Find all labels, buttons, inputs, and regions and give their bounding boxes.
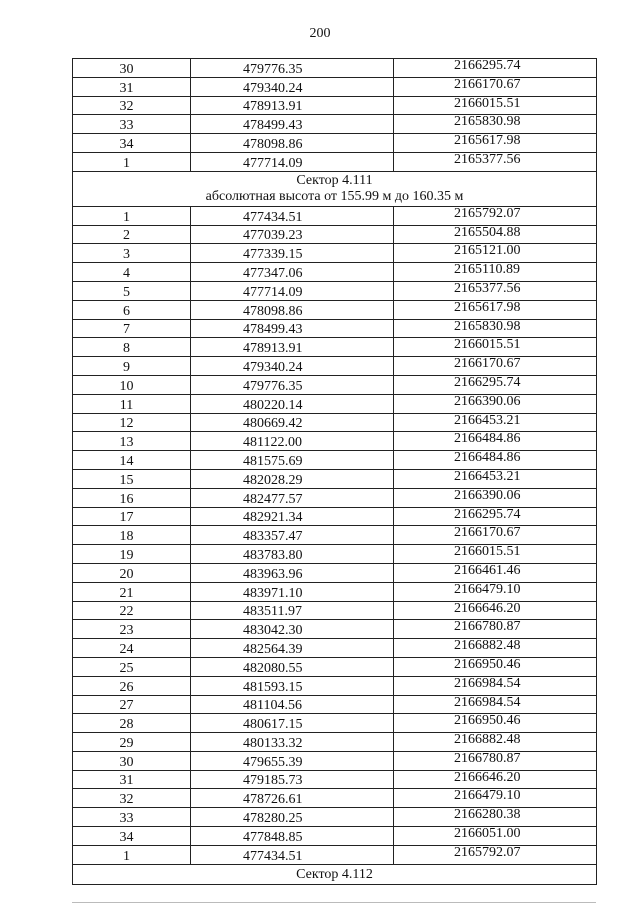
y-coordinate-cell: 2166453.21 bbox=[394, 413, 597, 432]
y-coordinate-cell: 2166646.20 bbox=[394, 601, 597, 620]
y-coordinate-cell: 2165830.98 bbox=[394, 115, 597, 134]
y-coordinate-cell: 2166170.67 bbox=[394, 526, 597, 545]
point-number-cell: 5 bbox=[73, 281, 191, 300]
sector-title: Сектор 4.111 bbox=[296, 172, 373, 188]
point-number-cell: 10 bbox=[73, 375, 191, 394]
y-coordinate-cell: 2166882.48 bbox=[394, 639, 597, 658]
y-coordinate-cell: 2165110.89 bbox=[394, 263, 597, 282]
table-row bbox=[73, 375, 597, 394]
x-coordinate-cell: 483783.80 bbox=[191, 545, 394, 564]
x-coordinate-cell: 480133.32 bbox=[191, 733, 394, 752]
table-row bbox=[73, 714, 597, 733]
page-number: 200 bbox=[309, 26, 331, 41]
table-row bbox=[73, 225, 597, 244]
y-coordinate-cell: 2166280.38 bbox=[394, 808, 597, 827]
x-coordinate-cell: 478098.86 bbox=[191, 300, 394, 319]
table-row bbox=[73, 244, 597, 263]
y-coordinate-cell: 2166479.10 bbox=[394, 789, 597, 808]
x-coordinate-cell: 481104.56 bbox=[191, 695, 394, 714]
point-number-cell: 12 bbox=[73, 413, 191, 432]
x-coordinate-cell: 483357.47 bbox=[191, 526, 394, 545]
y-coordinate-cell: 2165121.00 bbox=[394, 244, 597, 263]
y-coordinate-cell: 2165792.07 bbox=[394, 845, 597, 864]
y-coordinate-cell: 2166453.21 bbox=[394, 469, 597, 488]
y-coordinate-cell: 2166984.54 bbox=[394, 676, 597, 695]
table-row bbox=[73, 751, 597, 770]
x-coordinate-cell: 479340.24 bbox=[191, 357, 394, 376]
x-coordinate-cell: 477714.09 bbox=[191, 281, 394, 300]
y-coordinate-cell: 2165377.56 bbox=[394, 152, 597, 171]
table-row bbox=[73, 789, 597, 808]
y-coordinate-cell: 2165377.56 bbox=[394, 281, 597, 300]
point-number-cell: 7 bbox=[73, 319, 191, 338]
point-number-cell: 1 bbox=[73, 845, 191, 864]
table-row bbox=[73, 845, 597, 864]
point-number-cell: 13 bbox=[73, 432, 191, 451]
point-number-cell: 11 bbox=[73, 394, 191, 413]
table-row bbox=[73, 59, 597, 78]
y-coordinate-cell: 2166984.54 bbox=[394, 695, 597, 714]
table-row bbox=[73, 601, 597, 620]
x-coordinate-cell: 478913.91 bbox=[191, 338, 394, 357]
table-row bbox=[73, 206, 597, 225]
table-row bbox=[73, 469, 597, 488]
x-coordinate-cell: 477848.85 bbox=[191, 827, 394, 846]
y-coordinate-cell: 2166950.46 bbox=[394, 714, 597, 733]
table-row bbox=[73, 545, 597, 564]
point-number-cell: 21 bbox=[73, 582, 191, 601]
point-number-cell: 28 bbox=[73, 714, 191, 733]
point-number-cell: 19 bbox=[73, 545, 191, 564]
point-number-cell: 23 bbox=[73, 620, 191, 639]
y-coordinate-cell: 2166950.46 bbox=[394, 657, 597, 676]
x-coordinate-cell: 478499.43 bbox=[191, 115, 394, 134]
y-coordinate-cell: 2166484.86 bbox=[394, 432, 597, 451]
x-coordinate-cell: 478913.91 bbox=[191, 96, 394, 115]
table-row bbox=[73, 134, 597, 153]
y-coordinate-cell: 2165792.07 bbox=[394, 206, 597, 225]
x-coordinate-cell: 479776.35 bbox=[191, 59, 394, 78]
point-number-cell: 32 bbox=[73, 789, 191, 808]
y-coordinate-cell: 2166646.20 bbox=[394, 770, 597, 789]
point-number-cell: 34 bbox=[73, 827, 191, 846]
point-number-cell: 20 bbox=[73, 563, 191, 582]
coordinates-table bbox=[72, 58, 597, 885]
x-coordinate-cell: 480617.15 bbox=[191, 714, 394, 733]
x-coordinate-cell: 479776.35 bbox=[191, 375, 394, 394]
x-coordinate-cell: 479655.39 bbox=[191, 751, 394, 770]
x-coordinate-cell: 483042.30 bbox=[191, 620, 394, 639]
table-row bbox=[73, 263, 597, 282]
x-coordinate-cell: 482564.39 bbox=[191, 639, 394, 658]
table-row bbox=[73, 827, 597, 846]
table-row bbox=[73, 657, 597, 676]
y-coordinate-cell: 2166295.74 bbox=[394, 375, 597, 394]
y-coordinate-cell: 2166295.74 bbox=[394, 507, 597, 526]
point-number-cell: 1 bbox=[73, 206, 191, 225]
x-coordinate-cell: 483971.10 bbox=[191, 582, 394, 601]
sector-header-cell bbox=[73, 171, 597, 206]
table-row bbox=[73, 770, 597, 789]
x-coordinate-cell: 482477.57 bbox=[191, 488, 394, 507]
x-coordinate-cell: 480669.42 bbox=[191, 413, 394, 432]
table-row bbox=[73, 620, 597, 639]
point-number-cell: 29 bbox=[73, 733, 191, 752]
point-number-cell: 30 bbox=[73, 751, 191, 770]
y-coordinate-cell: 2166479.10 bbox=[394, 582, 597, 601]
sector-elevation-range: абсолютная высота от 155.99 м до 160.35 м bbox=[205, 188, 464, 204]
y-coordinate-cell: 2166780.87 bbox=[394, 620, 597, 639]
table-row bbox=[73, 319, 597, 338]
table-row bbox=[73, 563, 597, 582]
x-coordinate-cell: 481575.69 bbox=[191, 451, 394, 470]
point-number-cell: 31 bbox=[73, 770, 191, 789]
point-number-cell: 25 bbox=[73, 657, 191, 676]
sector-header-row bbox=[73, 171, 597, 206]
x-coordinate-cell: 479340.24 bbox=[191, 77, 394, 96]
x-coordinate-cell: 477434.51 bbox=[191, 845, 394, 864]
y-coordinate-cell: 2166170.67 bbox=[394, 77, 597, 96]
table-row bbox=[73, 733, 597, 752]
y-coordinate-cell: 2166170.67 bbox=[394, 357, 597, 376]
table-row bbox=[73, 357, 597, 376]
point-number-cell: 34 bbox=[73, 134, 191, 153]
x-coordinate-cell: 480220.14 bbox=[191, 394, 394, 413]
x-coordinate-cell: 477039.23 bbox=[191, 225, 394, 244]
table-row bbox=[73, 115, 597, 134]
table-row bbox=[73, 300, 597, 319]
point-number-cell: 4 bbox=[73, 263, 191, 282]
x-coordinate-cell: 478280.25 bbox=[191, 808, 394, 827]
table-row bbox=[73, 281, 597, 300]
table-row bbox=[73, 338, 597, 357]
x-coordinate-cell: 478098.86 bbox=[191, 134, 394, 153]
x-coordinate-cell: 477434.51 bbox=[191, 206, 394, 225]
sector-header-row bbox=[73, 864, 597, 885]
x-coordinate-cell: 477347.06 bbox=[191, 263, 394, 282]
x-coordinate-cell: 481593.15 bbox=[191, 676, 394, 695]
table-row bbox=[73, 695, 597, 714]
y-coordinate-cell: 2166780.87 bbox=[394, 751, 597, 770]
point-number-cell: 9 bbox=[73, 357, 191, 376]
sector-header-cell bbox=[73, 864, 597, 885]
y-coordinate-cell: 2165504.88 bbox=[394, 225, 597, 244]
x-coordinate-cell: 483963.96 bbox=[191, 563, 394, 582]
y-coordinate-cell: 2166390.06 bbox=[394, 488, 597, 507]
point-number-cell: 15 bbox=[73, 469, 191, 488]
x-coordinate-cell: 481122.00 bbox=[191, 432, 394, 451]
x-coordinate-cell: 479185.73 bbox=[191, 770, 394, 789]
sector-title: Сектор 4.112 bbox=[296, 866, 373, 882]
table-row bbox=[73, 432, 597, 451]
point-number-cell: 33 bbox=[73, 808, 191, 827]
point-number-cell: 30 bbox=[73, 59, 191, 78]
table-row bbox=[73, 808, 597, 827]
table-row bbox=[73, 582, 597, 601]
x-coordinate-cell: 483511.97 bbox=[191, 601, 394, 620]
point-number-cell: 17 bbox=[73, 507, 191, 526]
table-row bbox=[73, 152, 597, 171]
y-coordinate-cell: 2166484.86 bbox=[394, 451, 597, 470]
table-row bbox=[73, 507, 597, 526]
y-coordinate-cell: 2166051.00 bbox=[394, 827, 597, 846]
y-coordinate-cell: 2166015.51 bbox=[394, 545, 597, 564]
table-row bbox=[73, 413, 597, 432]
table-row bbox=[73, 526, 597, 545]
coordinates-table-body bbox=[73, 59, 597, 885]
point-number-cell: 22 bbox=[73, 601, 191, 620]
x-coordinate-cell: 478499.43 bbox=[191, 319, 394, 338]
table-row bbox=[73, 394, 597, 413]
point-number-cell: 24 bbox=[73, 639, 191, 658]
table-row bbox=[73, 676, 597, 695]
point-number-cell: 8 bbox=[73, 338, 191, 357]
x-coordinate-cell: 482080.55 bbox=[191, 657, 394, 676]
table-row bbox=[73, 451, 597, 470]
x-coordinate-cell: 477339.15 bbox=[191, 244, 394, 263]
x-coordinate-cell: 482921.34 bbox=[191, 507, 394, 526]
point-number-cell: 33 bbox=[73, 115, 191, 134]
page-bottom-rule bbox=[72, 902, 596, 903]
x-coordinate-cell: 477714.09 bbox=[191, 152, 394, 171]
y-coordinate-cell: 2165617.98 bbox=[394, 300, 597, 319]
y-coordinate-cell: 2165830.98 bbox=[394, 319, 597, 338]
y-coordinate-cell: 2166295.74 bbox=[394, 59, 597, 78]
table-row bbox=[73, 77, 597, 96]
point-number-cell: 6 bbox=[73, 300, 191, 319]
point-number-cell: 2 bbox=[73, 225, 191, 244]
point-number-cell: 31 bbox=[73, 77, 191, 96]
x-coordinate-cell: 478726.61 bbox=[191, 789, 394, 808]
table-row bbox=[73, 96, 597, 115]
point-number-cell: 3 bbox=[73, 244, 191, 263]
y-coordinate-cell: 2166390.06 bbox=[394, 394, 597, 413]
point-number-cell: 1 bbox=[73, 152, 191, 171]
x-coordinate-cell: 482028.29 bbox=[191, 469, 394, 488]
y-coordinate-cell: 2165617.98 bbox=[394, 134, 597, 153]
point-number-cell: 16 bbox=[73, 488, 191, 507]
y-coordinate-cell: 2166461.46 bbox=[394, 563, 597, 582]
point-number-cell: 14 bbox=[73, 451, 191, 470]
y-coordinate-cell: 2166015.51 bbox=[394, 96, 597, 115]
point-number-cell: 32 bbox=[73, 96, 191, 115]
point-number-cell: 27 bbox=[73, 695, 191, 714]
y-coordinate-cell: 2166882.48 bbox=[394, 733, 597, 752]
y-coordinate-cell: 2166015.51 bbox=[394, 338, 597, 357]
point-number-cell: 26 bbox=[73, 676, 191, 695]
table-row bbox=[73, 639, 597, 658]
point-number-cell: 18 bbox=[73, 526, 191, 545]
table-row bbox=[73, 488, 597, 507]
